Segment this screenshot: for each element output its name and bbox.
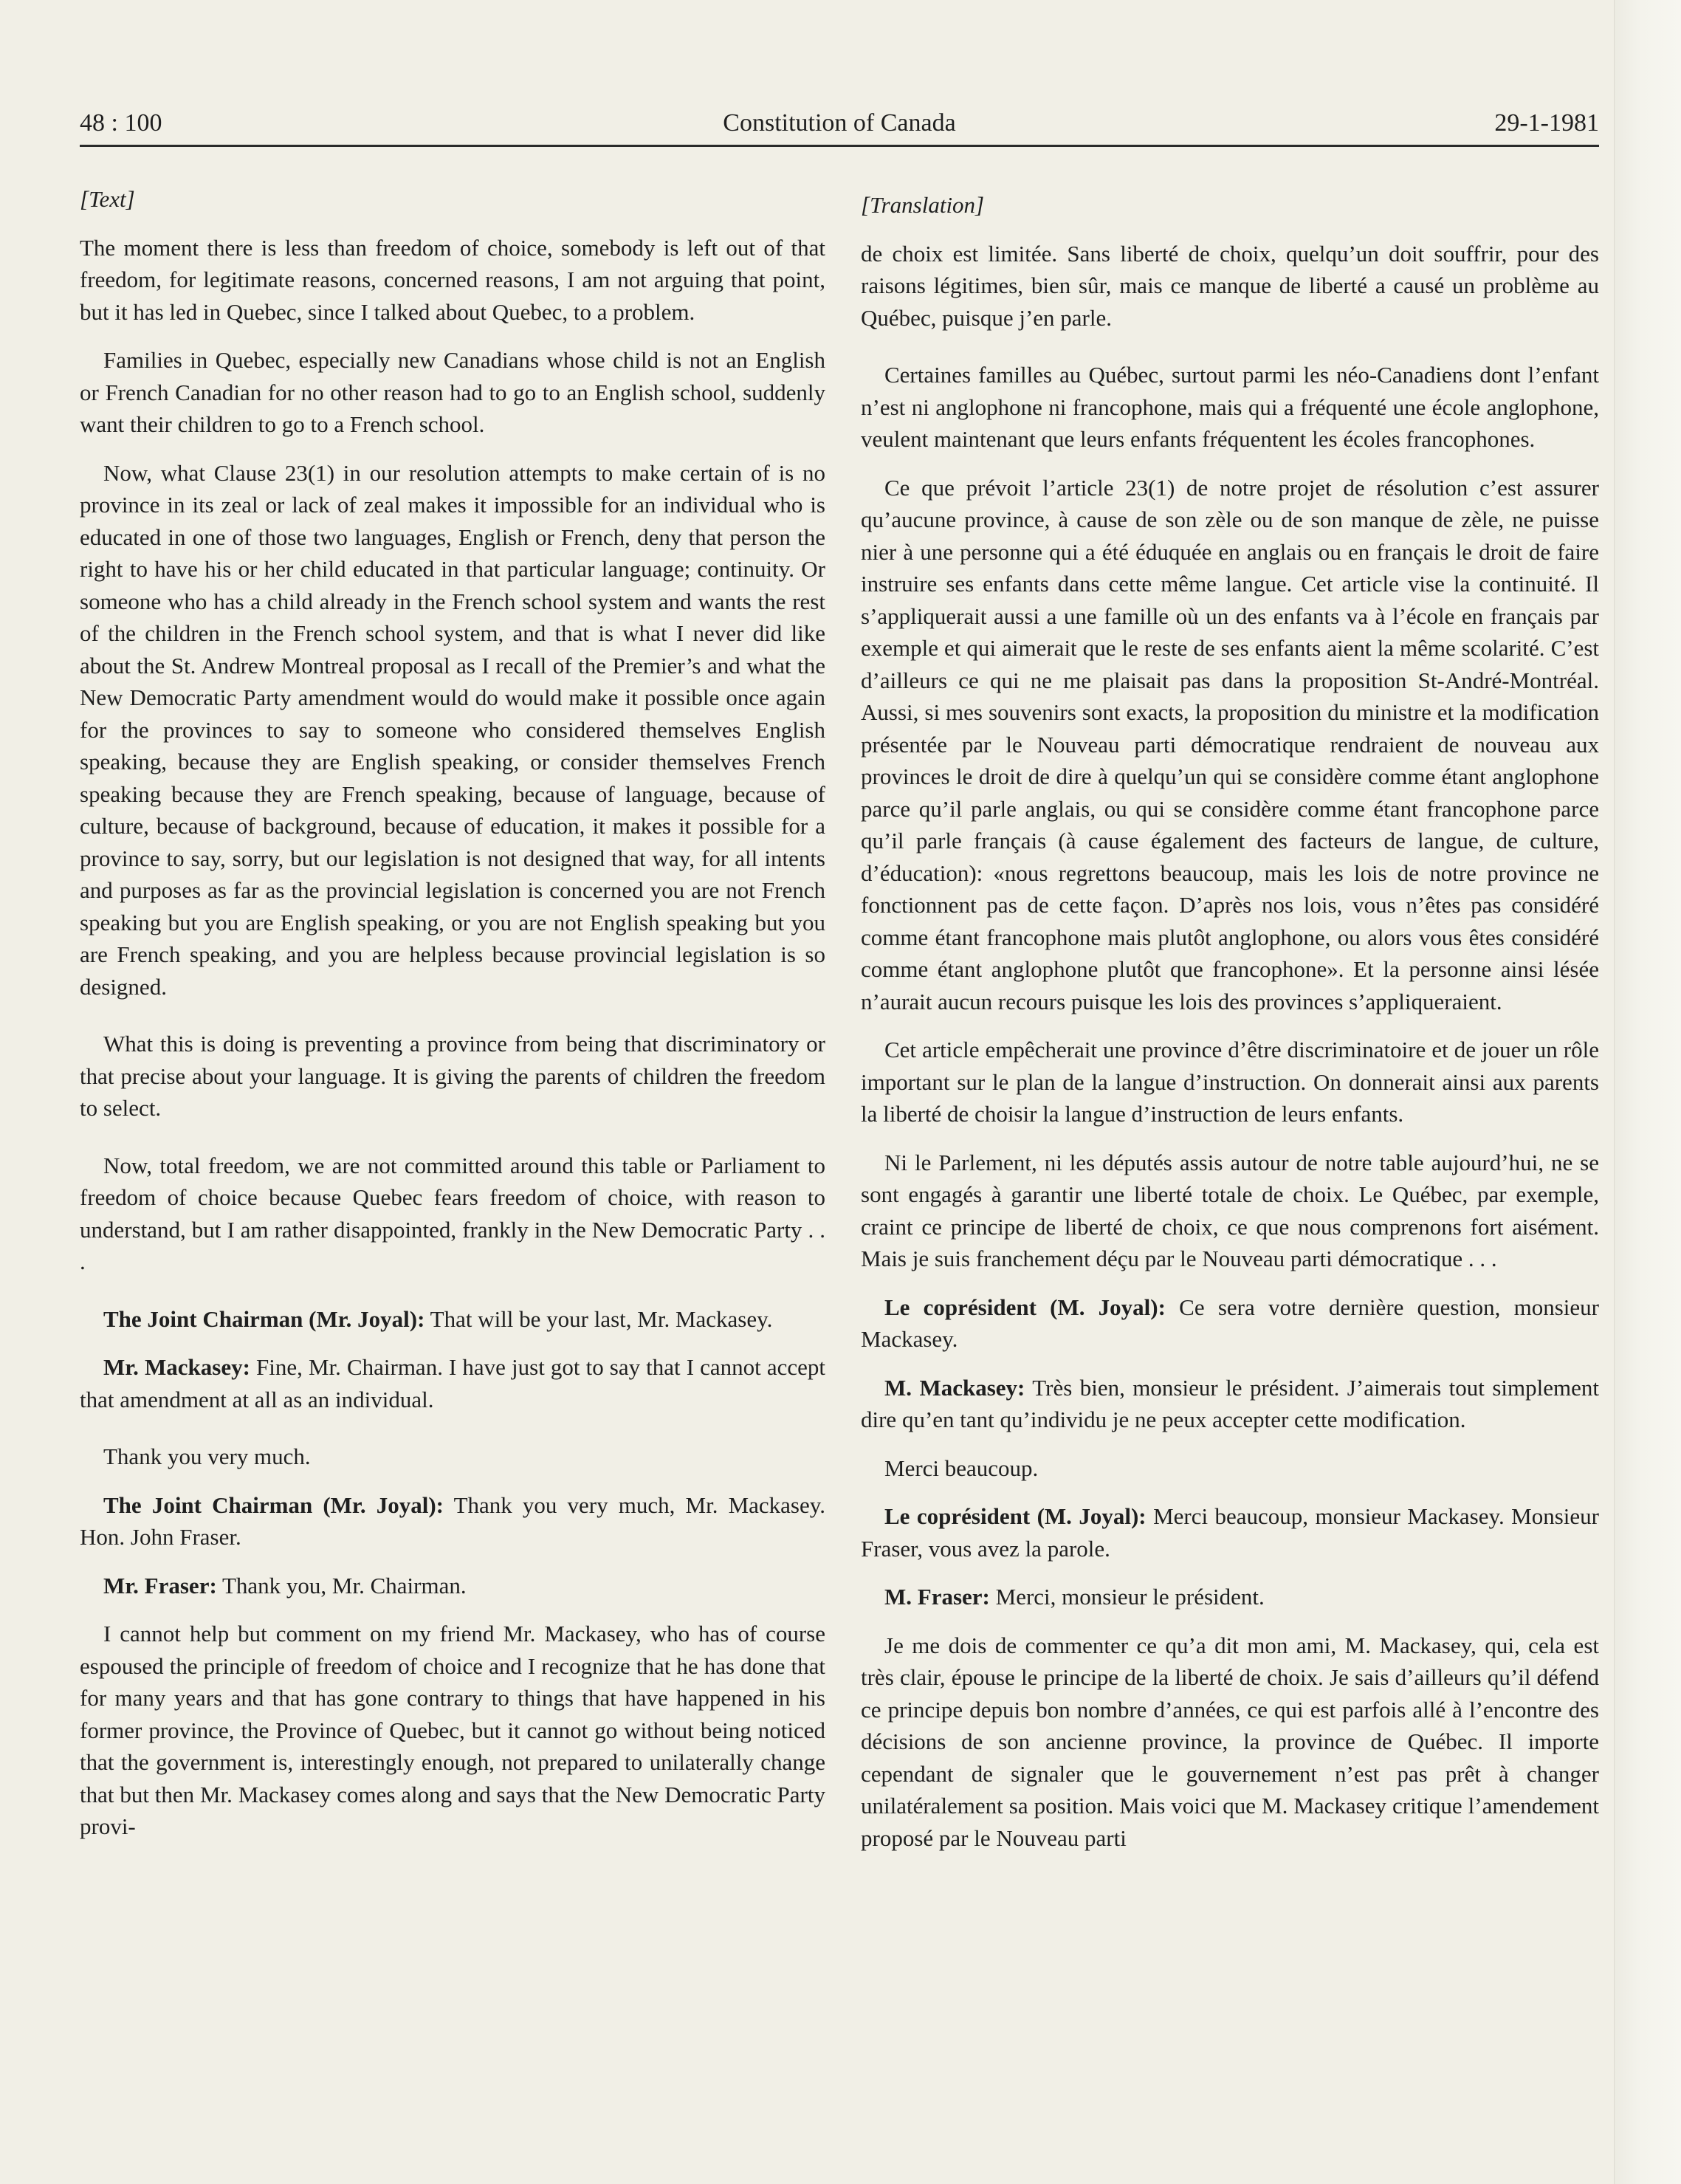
speaker-turn — [861, 1500, 1599, 1565]
speech-text: Merci, monsieur le président. — [989, 1584, 1265, 1610]
speaker-turn — [80, 1303, 825, 1336]
paragraph: Certaines familles au Québec, surtout parmi les néo-Canadiens dont l’enfant n’est ni anglophone ni francophone, mais qui a fréquenté une école anglophone, veulent maintenant que leurs enfants fréquentent les écoles francophones. — [861, 362, 1599, 452]
paragraph: Cet article empêcherait une province d’être discriminatoire et de jouer un rôle important sur le plan de la langue d’instruction. On donnerait ainsi aux parents la liberté de choisir la langue d’instruction de leurs enfants. — [861, 1037, 1599, 1127]
speaker-name: The Joint Chairman (Mr. Joyal): — [103, 1305, 425, 1332]
paragraph: Merci beaucoup. — [884, 1455, 1039, 1481]
speech-text: Fine, Mr. Chairman. I have just got to say that I cannot accept that amendment at all as an individual. — [80, 1354, 825, 1412]
speaker-name: Mr. Mackasey: — [103, 1354, 250, 1380]
paragraph: Now, what Clause 23(1) in our resolution attempts to make certain of is no province in its zeal or lack of zeal makes it impossible for an individual who is educated in one of those two languages, English or French, deny that person the right to have his or her child educated in that particular language; continuity. Or someone who has a child already in the French school system and wants the rest of the children in the French school system, and that is what I never did like about the St. Andrew Montreal proposal as I recall of the Premier’s and what the New Democratic Party amendment would do would make it possible once again for the provinces to say to someone who considered themselves English speaking, because they are English speaking, or consider themselves French speaking because they are French speaking, because of language, because of culture, because of background, because of education, it makes it possible for a province to say, sorry, but our legislation is not designed that way, for all intents and purposes as far as the provincial legislation is concerned you are not French speaking but you are English speaking, or you are not English speaking but you are French speaking, and you are helpless because provincial legislation is so designed. — [80, 459, 825, 1000]
text-tag: [Text] — [80, 186, 135, 212]
speech-text: Thank you very much, Mr. Mackasey. Hon. John Fraser. — [80, 1491, 825, 1550]
speech-text: Merci beaucoup, monsieur Mackasey. Monsieur Fraser, vous avez la parole. — [861, 1503, 1599, 1562]
speaker-turn — [80, 1570, 825, 1602]
french-column — [861, 189, 1599, 1870]
paragraph: I cannot help but comment on my friend Mr. Mackasey, who has of course espoused the principle of freedom of choice and I recognize that he has done that for many years and that has gone contrary to things that have happened in his former province, the Province of Quebec, but it cannot go without being noticed that the government is, interestingly enough, not prepared to unilaterally change that but then Mr. Mackasey comes along and says that the New Democratic Party provi- — [80, 1621, 825, 1839]
paragraph: Ce que prévoit l’article 23(1) de notre projet de résolution c’est assurer qu’aucune province, à cause de son zèle ou de son manque de zèle, ne puisse nier à une personne qui a été éduquée en anglais ou en français le droit de faire instruire ses enfants dans cette même langue. Cet article vise la continuité. Il s’appliquerait aussi a une famille où un des enfants va à l’école en français par exemple et qui aimerait que le reste de ses enfants aient la même scolarité. C’est d’ailleurs ce qui ne me plaisait pas dans la proposition St-André-Montréal. Aussi, si mes souvenirs sont exacts, la proposition du ministre et la modification présentée par le Nouveau parti démocratique rendraient de nouveau aux provinces le droit de dire à quelqu’un qui se considère comme étant anglophone parce qu’il parle anglais, ou qui se considère comme étant francophone parce qu’il parle français (à cause également des facteurs de langue, de culture, d’éducation): «nous regrettons beaucoup, mais les lois de notre province ne fonctionnent pas de cette façon. D’après nos lois, vous n’êtes pas considéré comme étant francophone mais plutôt anglophone, ou alors vous êtes considéré comme étant anglophone plutôt que francophone». Et la personne ainsi lésée n’aurait aucun recours puisque les lois des provinces s’appliqueraient. — [861, 474, 1599, 1014]
paragraph: Families in Quebec, especially new Canadians whose child is not an English or French Canadian for no other reason had to go to an English school, suddenly want their children to go to a French school. — [80, 347, 825, 437]
running-header — [80, 109, 1599, 143]
speaker-turn — [80, 1489, 825, 1553]
english-column — [80, 183, 825, 1859]
speech-text: Ce sera votre dernière question, monsieur Mackasey. — [861, 1294, 1600, 1352]
document-date: 29-1-1981 — [1494, 109, 1599, 137]
document-title: Constitution of Canada — [723, 109, 956, 137]
paragraph: What this is doing is preventing a province from being that discriminatory or that precise about your language. It is giving the parents of children the freedom to select. — [80, 1031, 825, 1121]
header-rule — [80, 145, 1599, 147]
speech-text: That will be your last, Mr. Mackasey. — [424, 1305, 773, 1332]
paragraph: Ni le Parlement, ni les députés assis autour de notre table aujourd’hui, ne se sont engagés à garantir une liberté totale de choix. Le Québec, par exemple, craint ce principe de liberté de choix, ce que nous comprenons fort aisément. Mais je suis franchement déçu par le Nouveau parti démocratique . . . — [861, 1149, 1599, 1271]
speaker-name: Mr. Fraser: — [103, 1572, 217, 1598]
page-reference: 48 : 100 — [80, 109, 162, 137]
page-edge — [1614, 0, 1681, 2184]
paragraph: Thank you very much. — [103, 1443, 311, 1469]
paragraph: Je me dois de commenter ce qu’a dit mon ami, M. Mackasey, qui, cela est très clair, épouse le principe de la liberté de choix. Je sais d’ailleurs qu’il défend ce principe depuis bon nombre d’années, ce qui est parfois allé à l’encontre des décisions de son ancienne province, la province de Québec. Il importe cependant de signaler que le gouvernement n’est pas prêt à changer unilatéralement sa position. Mais voici que M. Mackasey critique l’amendement proposé par le Nouveau parti — [861, 1632, 1599, 1851]
speaker-name: M. Mackasey: — [884, 1374, 1025, 1401]
speaker-turn — [861, 1291, 1599, 1356]
speaker-name: Le coprésident (M. Joyal): — [884, 1294, 1166, 1320]
speaker-turn — [861, 1581, 1599, 1613]
paragraph: Now, total freedom, we are not committed around this table or Parliament to freedom of choice because Quebec fears freedom of choice, with reason to understand, but I am rather disappointed, frankly in the New Democratic Party . . . — [80, 1152, 825, 1274]
speech-text: Très bien, monsieur le président. J’aimerais tout simplement dire qu’en tant qu’individu je ne peux accepter cette modification. — [861, 1374, 1599, 1432]
speaker-turn — [861, 1372, 1599, 1436]
speech-text: Thank you, Mr. Chairman. — [216, 1572, 467, 1598]
speaker-name: The Joint Chairman (Mr. Joyal): — [103, 1491, 444, 1518]
translation-tag: [Translation] — [861, 192, 985, 218]
paragraph: The moment there is less than freedom of choice, somebody is left out of that freedom, for legitimate reasons, concerned reasons, I am not arguing that point, but it has led in Quebec, since I talked about Quebec, to a problem. — [80, 234, 825, 325]
speaker-name: M. Fraser: — [884, 1584, 990, 1610]
speaker-name: Le coprésident (M. Joyal): — [884, 1503, 1147, 1529]
paragraph: de choix est limitée. Sans liberté de choix, quelqu’un doit souffrir, pour des raisons légitimes, bien sûr, mais ce manque de liberté a causé un problème au Québec, puisque j’en parle. — [861, 240, 1599, 331]
speaker-turn — [80, 1351, 825, 1415]
